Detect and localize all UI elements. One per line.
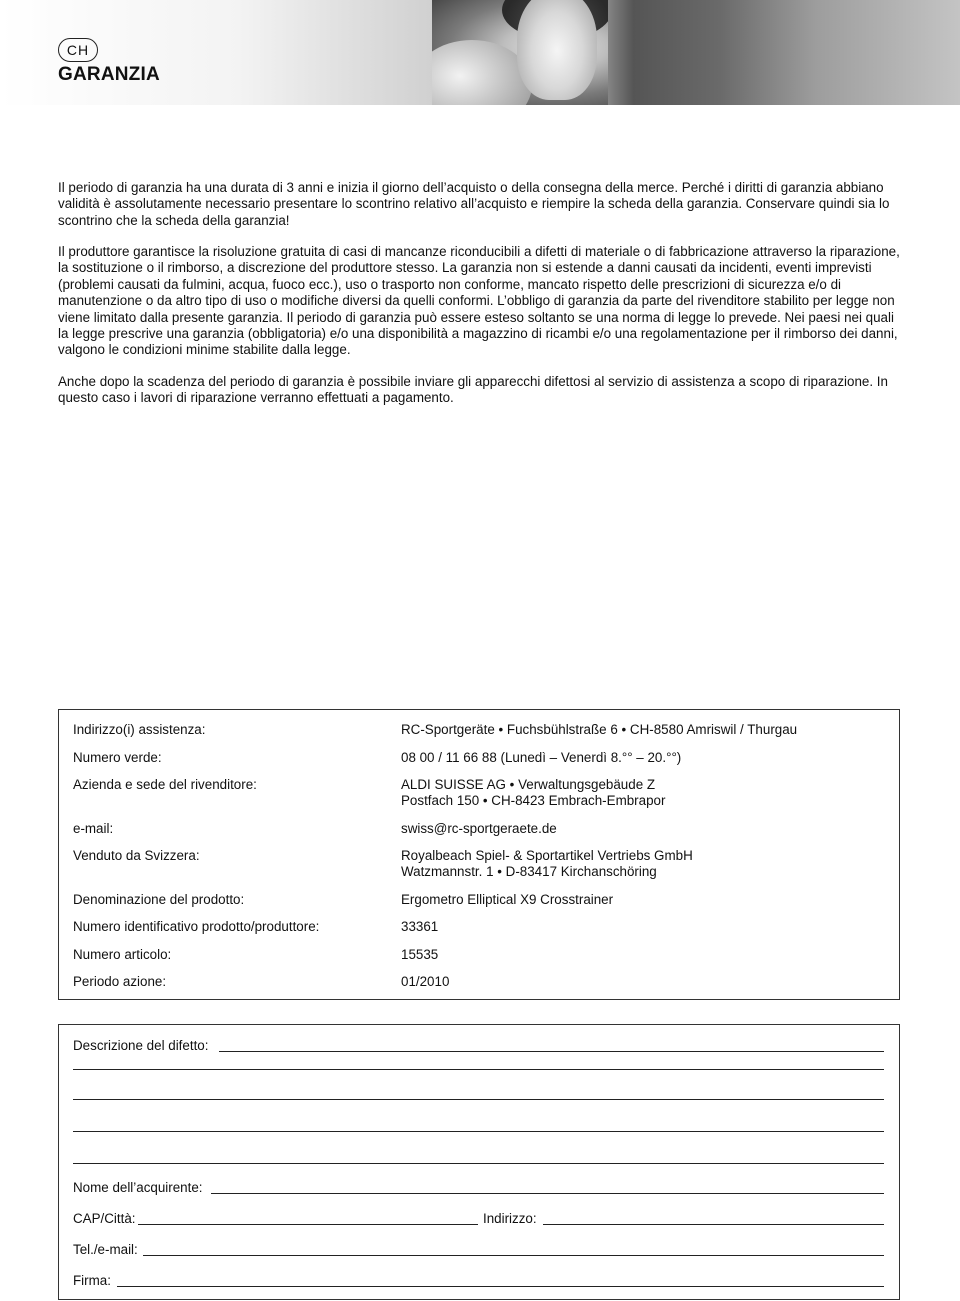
defect-label: Descrizione del difetto: <box>73 1038 209 1053</box>
page-header <box>0 0 960 105</box>
address-label: Indirizzo: <box>483 1211 537 1226</box>
product-label: Denominazione del prodotto: <box>73 892 245 907</box>
email-label: e-mail: <box>73 821 114 836</box>
defect-input-line-1[interactable] <box>219 1051 884 1052</box>
sold-by-line2: Watzmannstr. 1 • D-83417 Kirchanschöring <box>401 864 657 879</box>
service-info-box <box>58 709 900 1000</box>
signature-label: Firma: <box>73 1273 111 1288</box>
sold-by-label: Venduto da Svizzera: <box>73 848 200 863</box>
service-address-label: Indirizzo(i) assistenza: <box>73 722 206 737</box>
phone-email-label: Tel./e-mail: <box>73 1242 138 1257</box>
defect-input-line-3[interactable] <box>73 1099 884 1100</box>
city-input-line[interactable] <box>138 1224 478 1225</box>
period-label: Periodo azione: <box>73 974 167 989</box>
page-title: GARANZIA <box>58 64 160 85</box>
address-input-line[interactable] <box>543 1224 884 1225</box>
email-value[interactable]: swiss@rc-sportgeraete.de <box>401 821 557 836</box>
dealer-value-line1: ALDI SUISSE AG • Verwaltungsgebäude Z <box>401 777 656 792</box>
photo-face <box>517 0 597 100</box>
hotline-label: Numero verde: <box>73 750 162 765</box>
product-id-label: Numero identificativo prodotto/produttore: <box>73 919 320 934</box>
dealer-label: Azienda e sede del rivenditore: <box>73 777 257 792</box>
product-id-value: 33361 <box>401 919 439 934</box>
hotline-value: 08 00 / 11 66 88 (Lunedì – Venerdì 8.°° – 20.°°) <box>401 750 682 765</box>
defect-input-line-2[interactable] <box>73 1069 884 1070</box>
header-photo <box>432 0 608 105</box>
period-value: 01/2010 <box>401 974 450 989</box>
signature-input-line[interactable] <box>117 1286 884 1287</box>
defect-input-line-4[interactable] <box>73 1131 884 1132</box>
article-label: Numero articolo: <box>73 947 172 962</box>
article-value: 15535 <box>401 947 439 962</box>
region-badge: CH <box>58 38 98 62</box>
defect-form-box <box>58 1024 900 1300</box>
sold-by-line1: Royalbeach Spiel- & Sportartikel Vertriebs GmbH <box>401 848 693 863</box>
buyer-name-label: Nome dell’acquirente: <box>73 1180 203 1195</box>
buyer-name-input-line[interactable] <box>211 1193 884 1194</box>
after-warranty-paragraph: Anche dopo la scadenza del periodo di garanzia è possibile inviare gli apparecchi difettosi al servizio di assistenza a scopo di riparazione. In questo caso i lavori di riparazione verranno effettuati a pagamento. <box>58 374 888 406</box>
warranty-terms-paragraph: Il produttore garantisce la risoluzione gratuita di casi di mancanze riconducibili a difetti di materiale o di fabbricazione attraverso la riparazione, la sostituzione o il rimborso, a discrezione del produttore stesso. La garanzia non si estende a danni causati da incidenti, eventi imprevisti (problemi causati da fulmini, acqua, fuoco ecc.), uso o trasporto non conforme, mancato rispetto delle prescrizioni di sicurezza e/o di manutenzione o da altro tipo di uso o modifiche diversi da quelli conformi. L’obbligo di garanzia da parte del rivenditore stabilito per legge non viene limitato dalla presente garanzia. Il periodo di garanzia può essere esteso soltanto se una norma di legge lo prevede. Nei paesi nei quali la legge prescrive una garanzia (obbligatoria) e/o una disponibilità a magazzino di ricambi e/o una regolamentazione per il rimborso dei danni, valgono le condizioni minime stabilite dalla legge. <box>58 244 900 358</box>
product-value: Ergometro Elliptical X9 Crosstrainer <box>401 892 614 907</box>
phone-email-input-line[interactable] <box>143 1255 884 1256</box>
warranty-duration-paragraph: Il periodo di garanzia ha una durata di 3 anni e inizia il giorno dell’acquisto o della consegna della merce. Perché i diritti di garanzia abbiano validità è assolutamente necessario presentare lo scontrino relativo all’acquisto e riempire la scheda della garanzia. Conservare quindi sia lo scontrino che la scheda della garanzia! <box>58 180 890 228</box>
defect-input-line-5[interactable] <box>73 1163 884 1164</box>
dealer-value-line2: Postfach 150 • CH-8423 Embrach-Embrapor <box>401 793 666 808</box>
city-label: CAP/Città: <box>73 1211 136 1226</box>
service-address-value: RC-Sportgeräte • Fuchsbühlstraße 6 • CH-8580 Amriswil / Thurgau <box>401 722 798 737</box>
